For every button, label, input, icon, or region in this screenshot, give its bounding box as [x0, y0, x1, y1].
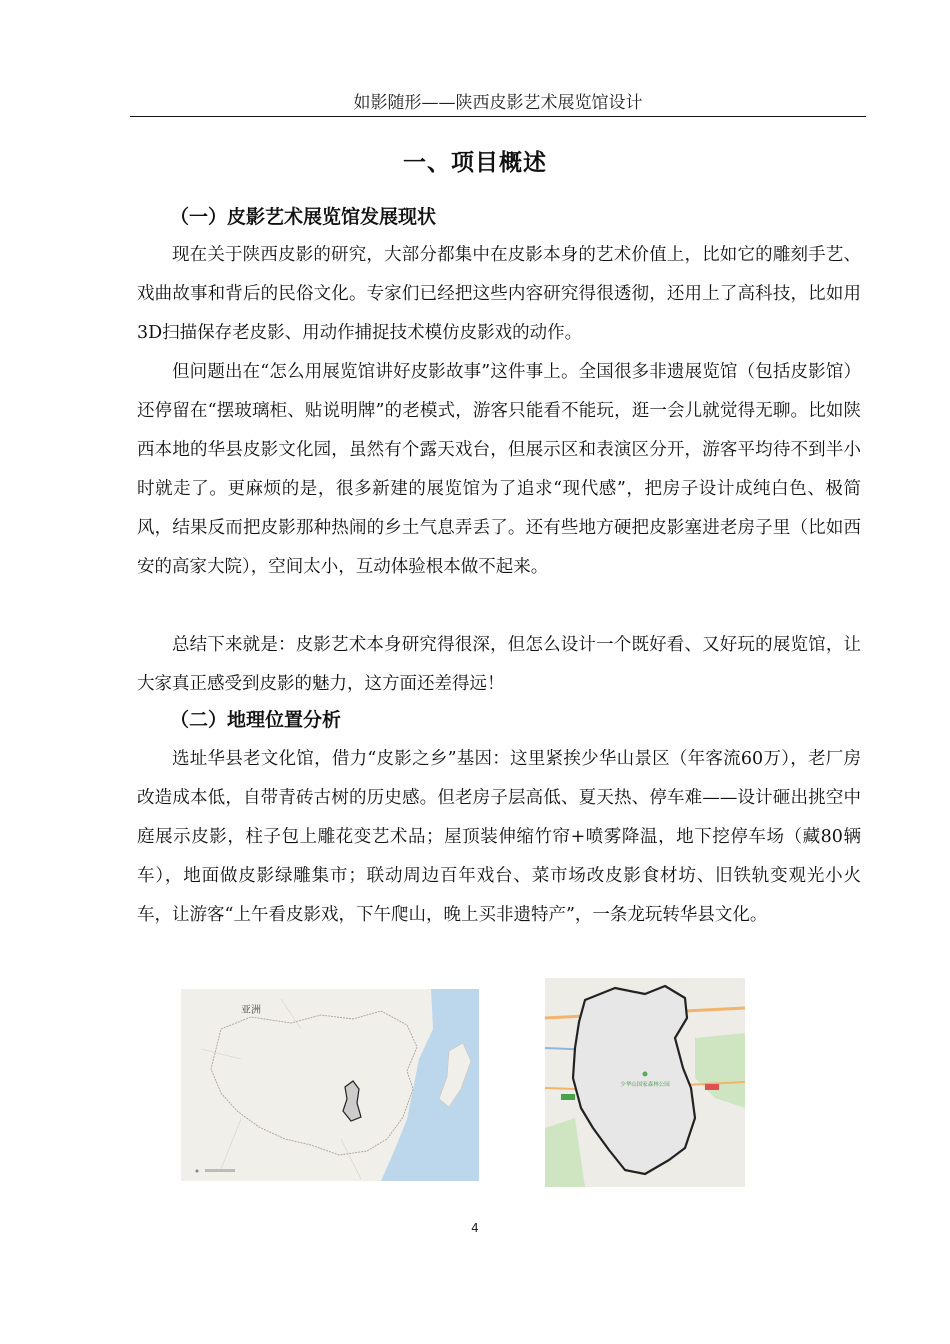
- paragraph-problem: 但问题出在“怎么用展览馆讲好皮影故事”这件事上。全国很多非遗展览馆（包括皮影馆）还停留在“摆玻璃柜、贴说明牌”的老模式，游客只能看不能玩，逛一会儿就觉得无聊。比如陕西本地的华县皮影文化园，虽然有个露天戏台，但展示区和表演区分开，游客平均待不到半小时就走了。更麻烦的是，很多新建的展览馆为了追求“现代感”，把房子设计成纯白色、极简风，结果反而把皮影那种热闹的乡土气息弄丢了。还有些地方硬把皮影塞进老房子里（比如西安的高家大院），空间太小，互动体验根本做不起来。: [137, 362, 861, 577]
- section-heading-location: （二）地理位置分析: [170, 709, 342, 731]
- running-header: 如影随形——陕西皮影艺术展览馆设计: [130, 92, 866, 117]
- section-heading-status: （一）皮影艺术展览馆发展现状: [170, 206, 437, 228]
- map2-park-label: 少华山国家森林公园: [620, 1082, 670, 1088]
- chapter-title: 一、项目概述: [403, 150, 547, 176]
- paragraph-summary: 总结下来就是：皮影艺术本身研究得很深，但怎么设计一个既好看、又好玩的展览馆，让大家真正感受到皮影的魅力，这方面还差得远！: [137, 635, 861, 694]
- paragraph-research: 现在关于陕西皮影的研究，大部分都集中在皮影本身的艺术价值上，比如它的雕刻手艺、戏曲故事和背后的民俗文化。专家们已经把这些内容研究得很透彻，还用上了高科技，比如用3D扫描保存老皮影、用动作捕捉技术模仿皮影戏的动作。: [137, 245, 861, 343]
- page-number: 4: [471, 1221, 479, 1235]
- map1-label: 亚洲: [241, 1005, 261, 1016]
- huaxian-district-map: [545, 978, 745, 1187]
- china-location-map: [181, 989, 479, 1181]
- paragraph-site: 选址华县老文化馆，借力“皮影之乡”基因：这里紧挨少华山景区（年客流60万），老厂房改造成本低，自带青砖古树的历史感。但老房子层高低、夏天热、停车难——设计砸出挑空中庭展示皮影，柱子包上雕花变艺术品；屋顶装伸缩竹帘+喷雾降温，地下挖停车场（藏80辆车），地面做皮影绿雕集市；联动周边百年戏台、菜市场改皮影食材坊、旧铁轨变观光小火车，让游客“上午看皮影戏，下午爬山，晚上买非遗特产”，一条龙玩转华县文化。: [137, 749, 861, 925]
